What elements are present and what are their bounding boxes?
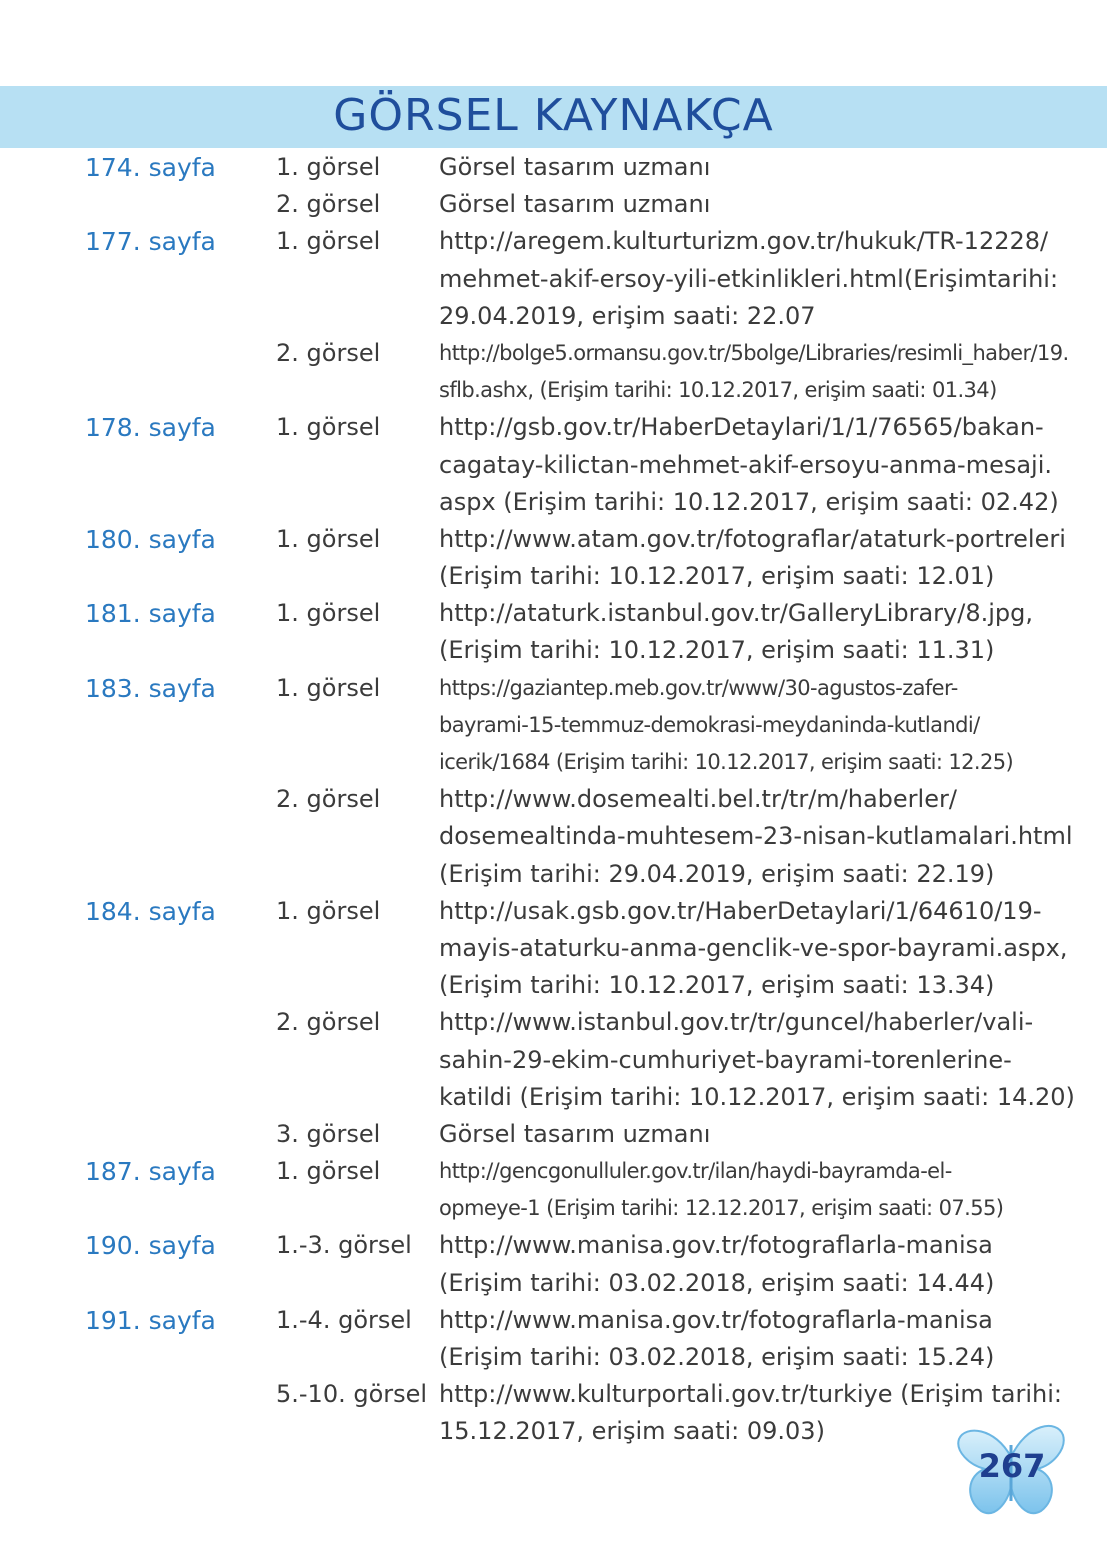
reference-row [0,1302,1107,1376]
source-text [439,1227,1029,1301]
source-line: http://aregem.kulturturizm.gov.tr/hukuk/TR-12228/ [439,227,1049,256]
source-line: (Erişim tarihi: 03.02.2018, erişim saati: 15.24) [439,1343,995,1371]
source-line: http://gencgonulluler.gov.tr/ilan/haydi-bayramda-el- [439,1159,952,1184]
source-line: http://www.manisa.gov.tr/fotograflarla-manisa [439,1305,993,1334]
image-number: 1. görsel [276,896,381,925]
image-number: 1.-3. görsel [276,1231,412,1260]
reference-row [0,1376,1107,1450]
source-line: http://bolge5.ormansu.gov.tr/5bolge/Libraries/resimli_haber/19. [439,340,1069,365]
source-line: (Erişim tarihi: 29.04.2019, erişim saati: 22.19) [439,859,995,888]
page-reference: 187. sayfa [85,1157,216,1187]
page-title: GÖRSEL KAYNAKÇA [333,90,774,141]
source-line: http://gsb.gov.tr/HaberDetaylari/1/1/76565/bakan- [439,413,1044,442]
image-number: 5.-10. görsel [276,1380,428,1409]
reference-row [0,1153,1107,1227]
reference-row [0,186,1107,223]
image-number: 1.-4. görsel [276,1305,412,1334]
source-line: mayis-ataturku-anma-genclik-ve-spor-bayrami.aspx, [439,933,1068,962]
source-text [439,1116,1029,1153]
source-line: http://ataturk.istanbul.gov.tr/GalleryLibrary/8.jpg, [439,599,1033,628]
page-number: 267 [978,1447,1046,1485]
image-number: 2. görsel [276,1008,381,1037]
source-line: icerik/1684 (Erişim tarihi: 10.12.2017, erişim saati: 12.25) [439,750,1014,774]
image-number: 1. görsel [276,227,381,256]
page-reference: 178. sayfa [85,413,216,443]
source-line: Görsel tasarım uzmanı [439,190,711,219]
reference-row [0,149,1107,186]
source-text [439,781,1073,893]
source-line: http://www.manisa.gov.tr/fotograflarla-manisa [439,1231,993,1260]
source-text [439,595,1033,669]
image-number: 1. görsel [276,413,381,442]
page-reference: 174. sayfa [85,153,216,182]
source-line: cagatay-kilictan-mehmet-akif-ersoyu-anma-mesaji. [439,450,1053,479]
reference-row [0,893,1107,1005]
source-line: aspx (Erişim tarihi: 10.12.2017, erişim saati: 02.42) [439,487,1059,516]
source-line: opmeye-1 (Erişim tarihi: 12.12.2017, erişim saati: 07.55) [439,1196,1004,1221]
source-text [439,409,1059,521]
source-line: (Erişim tarihi: 10.12.2017, erişim saati: 12.01) [439,562,995,591]
image-number: 1. görsel [276,524,381,553]
source-line: 15.12.2017, erişim saati: 09.03) [439,1417,825,1446]
image-number: 3. görsel [276,1119,381,1148]
source-text [439,893,1068,1005]
source-text [439,1153,1029,1227]
word: (Erişim [903,264,988,293]
reference-row [0,409,1107,521]
source-line: bayrami-15-temmuz-demokrasi-meydaninda-kutlandi/ [439,712,980,737]
source-line: (Erişim tarihi: 10.12.2017, erişim saati: 13.34) [439,971,995,1000]
page-reference: 190. sayfa [85,1231,216,1261]
reference-row [0,595,1107,669]
source-line: (Erişim tarihi: 03.02.2018, erişim saati: 14.44) [439,1268,995,1297]
source-line: katildi (Erişim tarihi: 10.12.2017, erişim saati: 14.20) [439,1082,1075,1111]
image-number: 2. görsel [276,338,381,367]
page-reference: 183. sayfa [85,673,216,703]
reference-row [0,1227,1107,1301]
image-number: 2. görsel [276,190,381,219]
source-line: http://www.kulturportali.gov.tr/turkiye (Erişim tarihi: [439,1380,1062,1409]
image-number: 1. görsel [276,599,381,628]
page-reference: 184. sayfa [85,896,216,926]
source-line: dosemealtinda-muhtesem-23-nisan-kutlamalari.html [439,822,1073,851]
word: tarihi: [987,264,1059,293]
reference-row [0,1004,1107,1116]
page-reference: 191. sayfa [85,1305,216,1335]
image-number: 2. görsel [276,785,381,814]
source-line: http://www.dosemealti.bel.tr/tr/m/haberler/ [439,785,957,814]
source-line: (Erişim tarihi: 10.12.2017, erişim saati: 11.31) [439,636,995,665]
source-text [439,1376,1062,1450]
page-reference: 180. sayfa [85,524,216,554]
source-line: Görsel tasarım uzmanı [439,153,711,181]
source-line: 29.04.2019, erişim saati: 22.07 [439,301,816,330]
source-line: Görsel tasarım uzmanı [439,1119,711,1148]
reference-row [0,335,1107,409]
source-text [439,223,1059,335]
source-text [439,521,1066,595]
reference-row [0,670,1107,782]
image-number: 1. görsel [276,673,381,702]
source-text [439,1004,1075,1116]
source-text [439,186,1029,223]
page-reference: 177. sayfa [85,227,216,257]
source-text [439,670,1029,782]
source-line: http://usak.gsb.gov.tr/HaberDetaylari/1/64610/19- [439,896,1042,925]
reference-row [0,781,1107,893]
image-number: 1. görsel [276,1157,381,1186]
bibliography-list [0,149,1107,1451]
source-line: https://gaziantep.meb.gov.tr/www/30-agustos-zafer- [439,675,958,700]
source-text [439,149,1029,186]
source-line [439,261,1059,298]
source-line: http://www.atam.gov.tr/fotograflar/ataturk-portreleri [439,524,1066,553]
source-line: http://www.istanbul.gov.tr/tr/guncel/haberler/vali- [439,1008,1034,1037]
source-text [439,1302,1029,1376]
source-line: sahin-29-ekim-cumhuriyet-bayrami-torenlerine- [439,1045,1012,1074]
source-line: sflb.ashx, (Erişim tarihi: 10.12.2017, erişim saati: 01.34) [439,378,997,403]
reference-row [0,1116,1107,1153]
source-text [439,335,1069,409]
word: mehmet-akif-ersoy-yili-etkinlikleri.html [439,264,904,293]
reference-row [0,521,1107,595]
reference-row [0,223,1107,335]
image-number: 1. görsel [276,153,381,181]
page-reference: 181. sayfa [85,599,216,629]
